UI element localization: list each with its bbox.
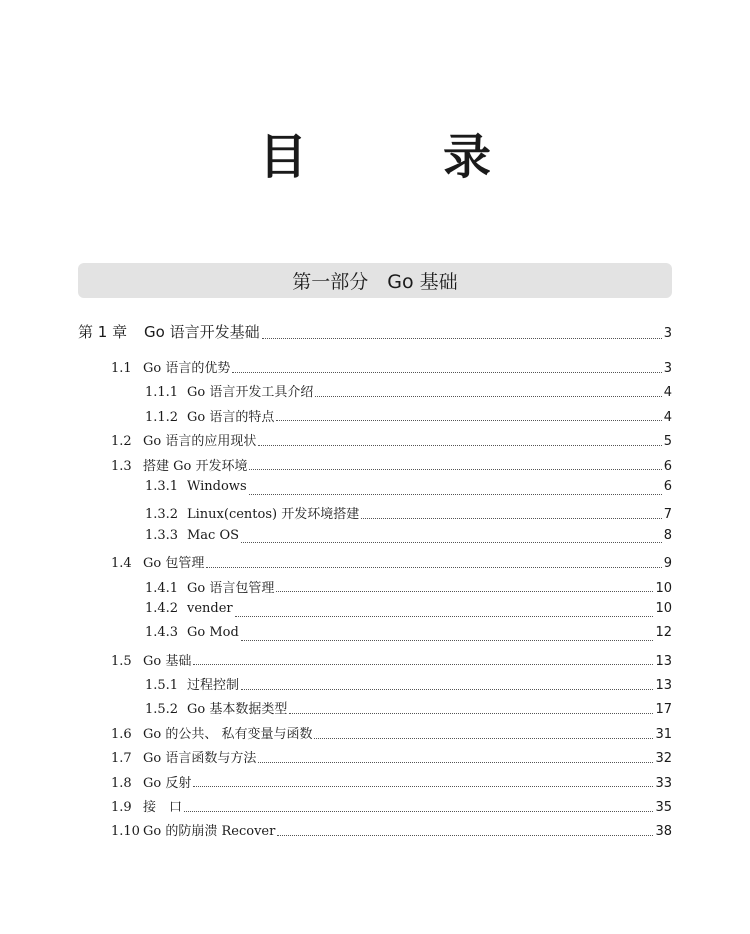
entry-page: 31 — [655, 726, 672, 742]
leader-dots — [249, 469, 661, 470]
entry-title: Go 基础 — [143, 653, 192, 669]
entry-title: 过程控制 — [187, 678, 240, 694]
toc-entry-row[interactable] — [78, 747, 672, 771]
entry-number: 1.9 — [111, 800, 132, 816]
entry-title: Go 的公共、 私有变量与函数 — [143, 726, 313, 742]
leader-dots — [289, 713, 653, 714]
entry-page: 32 — [655, 751, 672, 767]
toc-entry-row[interactable] — [78, 625, 672, 649]
entry-number: 1.4.3 — [145, 625, 179, 641]
entry-page: 35 — [655, 800, 672, 816]
entry-number: 1.3.3 — [145, 527, 179, 543]
entry-title: Go 语言函数与方法 — [143, 751, 257, 767]
toc-entries — [78, 357, 672, 845]
leader-dots — [258, 445, 661, 446]
entry-number: 1.7 — [111, 751, 132, 767]
toc-entry-row[interactable] — [78, 698, 672, 722]
toc-entry-row[interactable] — [78, 503, 672, 527]
entry-number: 1.4.1 — [145, 580, 179, 596]
entry-page: 38 — [655, 824, 672, 840]
toc-entry-row[interactable] — [78, 820, 672, 844]
entry-title: vender — [187, 600, 233, 616]
entry-number: 1.1.1 — [145, 385, 179, 401]
entry-title: 搭建 Go 开发环境 — [143, 458, 248, 474]
entry-page: 4 — [663, 409, 672, 425]
leader-dots — [276, 420, 661, 421]
toc-entry-row[interactable] — [78, 406, 672, 430]
entry-number: 1.2 — [111, 434, 132, 450]
leader-dots — [315, 396, 661, 397]
leader-dots — [277, 835, 653, 836]
leader-dots — [314, 738, 653, 739]
toc-entry-row[interactable] — [78, 357, 672, 381]
leader-dots — [361, 518, 662, 519]
entry-number: 1.3.1 — [145, 478, 179, 494]
entry-number: 1.10 — [111, 824, 140, 840]
entry-page: 17 — [655, 702, 672, 718]
page-title: 目 录 — [258, 129, 535, 185]
toc-entry-row[interactable] — [78, 430, 672, 454]
entry-number: 1.1 — [111, 361, 132, 376]
toc-entry-row[interactable] — [78, 772, 672, 796]
toc-entry-row[interactable] — [78, 479, 672, 503]
toc-entry-row[interactable] — [78, 601, 672, 625]
entry-number: 1.1.2 — [145, 409, 179, 425]
entry-page: 12 — [655, 625, 672, 641]
entry-page: 4 — [663, 385, 672, 401]
leader-dots — [262, 338, 662, 339]
toc-entry-row[interactable] — [78, 796, 672, 820]
part-heading-label: 第一部分 Go 基础 — [292, 271, 458, 293]
entry-number: 1.4.2 — [145, 600, 179, 616]
leader-dots — [241, 542, 662, 543]
chapter-number: 第 1 章 — [78, 323, 128, 341]
entry-title: Mac OS — [187, 527, 240, 543]
entry-page: 6 — [663, 458, 672, 474]
entry-number: 1.3.2 — [145, 507, 179, 523]
entry-number: 1.3 — [111, 458, 132, 474]
entry-title: 接 口 — [143, 800, 183, 816]
entry-page: 10 — [655, 580, 672, 596]
entry-page: 5 — [663, 434, 672, 450]
entry-title: Go 语言的特点 — [187, 409, 275, 425]
chapter-page: 3 — [663, 326, 672, 341]
leader-dots — [235, 616, 654, 617]
entry-title: Windows — [187, 478, 247, 494]
entry-page: 9 — [663, 556, 672, 572]
leader-dots — [258, 762, 653, 763]
entry-title: Linux(centos) 开发环境搭建 — [187, 507, 360, 523]
entry-title: Go 语言包管理 — [187, 580, 275, 596]
toc-chapter-row[interactable] — [78, 321, 672, 349]
toc-entry-row[interactable] — [78, 528, 672, 552]
entry-title: Go 反射 — [143, 775, 192, 791]
entry-number: 1.5.1 — [145, 678, 179, 694]
entry-title: Go 基本数据类型 — [187, 702, 288, 718]
leader-dots — [276, 591, 653, 592]
leader-dots — [206, 567, 661, 568]
entry-number: 1.5.2 — [145, 702, 179, 718]
toc-entry-row[interactable] — [78, 381, 672, 405]
entry-number: 1.5 — [111, 653, 132, 669]
entry-number: 1.8 — [111, 775, 132, 791]
toc-entry-row[interactable] — [78, 650, 672, 674]
entry-page: 10 — [655, 600, 672, 616]
toc-entry-row[interactable] — [78, 577, 672, 601]
entry-title: Go 包管理 — [143, 556, 205, 572]
entry-page: 7 — [663, 507, 672, 523]
entry-title: Go Mod — [187, 625, 239, 641]
entry-page: 3 — [663, 361, 672, 376]
entry-page: 13 — [655, 653, 672, 669]
leader-dots — [241, 640, 654, 641]
toc-entry-row[interactable] — [78, 552, 672, 576]
chapter-title: Go 语言开发基础 — [144, 323, 260, 341]
entry-page: 8 — [663, 527, 672, 543]
entry-number: 1.4 — [111, 556, 132, 572]
leader-dots — [193, 664, 653, 665]
leader-dots — [193, 786, 653, 787]
toc-entry-row[interactable] — [78, 723, 672, 747]
entry-title: Go 语言的应用现状 — [143, 434, 257, 450]
entry-title: Go 语言的优势 — [143, 361, 231, 376]
leader-dots — [249, 494, 662, 495]
leader-dots — [232, 372, 661, 373]
entry-page: 6 — [663, 478, 672, 494]
entry-page: 13 — [655, 678, 672, 694]
toc-entry-row[interactable] — [78, 674, 672, 698]
part-heading — [78, 263, 672, 298]
entry-number: 1.6 — [111, 726, 132, 742]
leader-dots — [184, 811, 653, 812]
entry-title: Go 的防崩溃 Recover — [143, 824, 276, 840]
entry-page: 33 — [655, 775, 672, 791]
entry-title: Go 语言开发工具介绍 — [187, 385, 314, 401]
leader-dots — [241, 689, 653, 690]
toc-entry-row[interactable] — [78, 455, 672, 479]
table-of-contents — [78, 321, 672, 845]
